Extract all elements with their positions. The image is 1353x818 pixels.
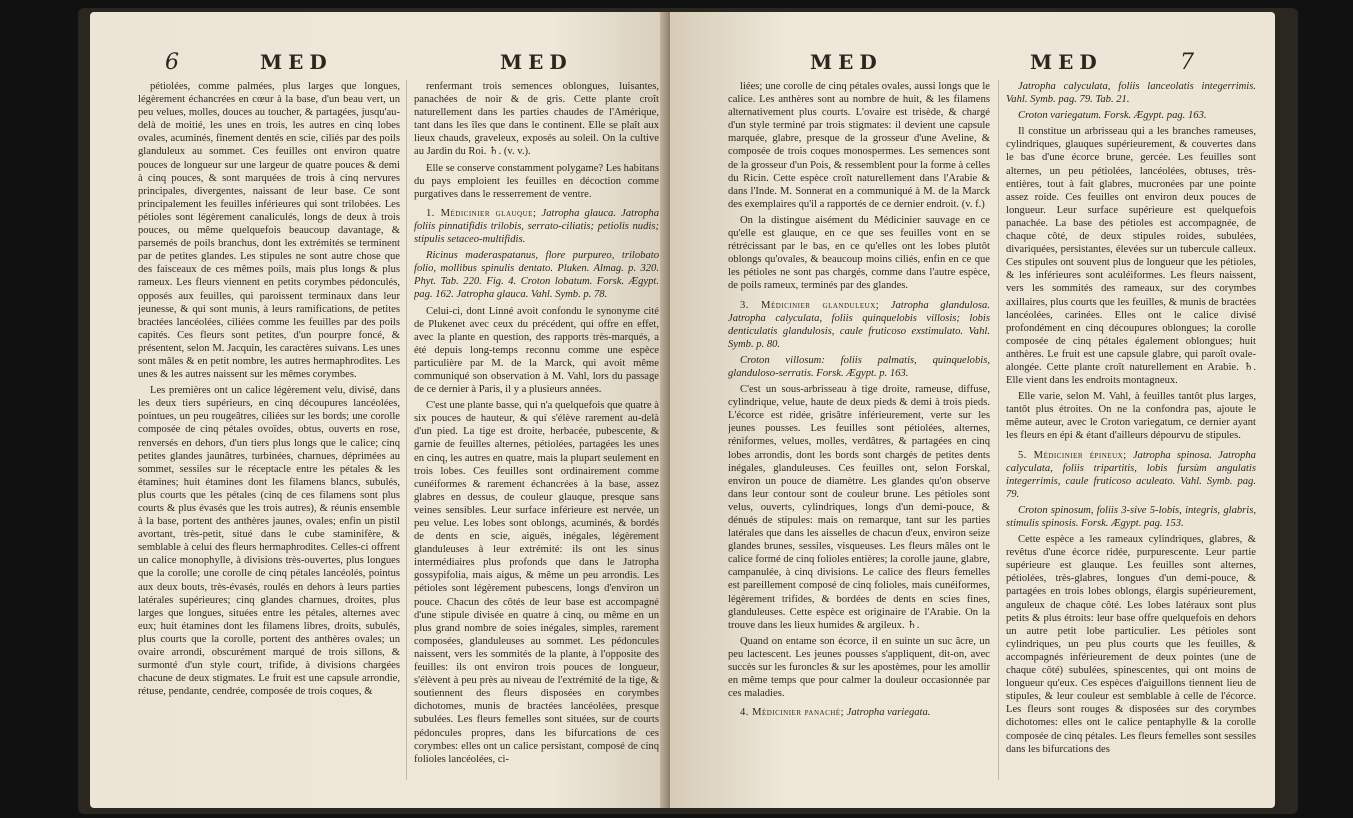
entry-1-title: 1. Médicinier glauque; [426, 207, 537, 219]
left-headword-1: MED [260, 50, 333, 74]
right-col1-paragraph-3: C'est un sous-arbrisseau à tige droite, rameuse, diffuse, cylindrique, velue, haute de deux pieds & demi à trois pieds. L'écorce est ridée, grisâtre inférieurement, verte sur les jeunes pousses. Les feuilles sont pétiolées, alternes, réniformes, velues, molles, verdâtres, & partagées en cinq lobes arrondis, dont les bords sont chargés de petites dents inégales, glanduleuses. Ces feuilles ont, selon Forskal, environ un pouce de diamètre. Les glandes qu'on observe dans leur contour sont de couleur brune. Les pétioles sont velus, ouverts, cylindriques, longs d'un demi-pouce, & dénués de stipules: mais on remarque, tant sur les parties latérales que dans les aisselles de chacun d'eux, environ seize glandes brunes, sessiles, visqueuses. Les fleurs mâles ont le calice formé de cinq folioles entières; la corolle jaune, glabre, campanulée, à cinq divisions. Le calice des fleurs femelles est pareillement composé de cinq folioles, mais cunéiformes, légèrement trifides, & bordées de dents en scies fines, glanduleuses. Cette espèce est originaire de l'Arabie. On la trouve dans les lieux humides & argileux. ♄. [728, 384, 990, 631]
right-col2-paragraph-1: Il constitue un arbrisseau qui a les branches rameuses, cylindriques, glauques supérieurement, & couvertes dans le bas d'une écorce brune, gercée. Les feuilles sont alternes, un peu pétiolées, lancéolées, obtuses, très-entières, tout à fait glabres, mucronées par une pointe assez roide. Ces feuilles ont environ deux pouces de longueur. Leur surface supérieure est quelquefois panachée. La base des pétioles est accompagnée, de chaque côté, de deux stipules roides, subulées, divariquées, persistantes, élevées sur un tubercule calleux. Ces stipules ont souvent plus de longueur que les pétioles, & les inférieures sont aculéiformes. Les fleurs naissent, vers les sommités des rameaux, sur des corymbes axillaires, plus courts que les feuilles, & munis de bractées lancéolées, carinées. Elles ont le calice divisé profondément en cinq découpures oblongues; la corolle composée de cinq pétales également oblongues; huit anthères. Le fruit est une capsule glabre, qui paroît ovale-alongée. Cette plante croît naturellement en Arabie. ♄. Elle vient dans les endroits montagneux. [1006, 126, 1256, 387]
entry-4-latin: Jatropha variegata. [846, 707, 931, 719]
right-headword-2: MED [1030, 50, 1103, 74]
entry-4-title: 4. Médicinier panaché; [740, 707, 845, 719]
left-column-rule [406, 80, 407, 780]
left-column-1 [138, 80, 400, 780]
right-headword-1: MED [810, 50, 883, 74]
left-col1-paragraph-1: pétiolées, comme palmées, plus larges que longues, légèrement échancrées en cœur à la base, d'un beau vert, un peu velues, molles, douces au toucher, & partagées, jusqu'au-delà de moitié, les unes en trois, les autres en cinq lobes ovales, acuminés, finement dentés en scie, ciliés par des poils glanduleux au sommet. Ces feuilles ont environ quatre pouces de longueur sur une largeur de quatre pouces & demi à cinq pouces, & sont marquées de trois à cinq nervures principales, divergentes, naissant de leur base. Ce sont principalement les feuilles inférieures qui sont trilobées. Les pétioles sont légèrement canaliculés, longs de deux à trois pouces, ou même quelquefois beaucoup davantage, & parsemés de poils branchus, dont les extrémités se terminent par de petites glandes. Les stipules ne sont autre chose que des faisceaux de ces mêmes poils, mais plus longs & plus rameux. Les fleurs viennent en petits corymbes pédonculés, opposés aux feuilles, qui paroissent terminaux dans leur jeunesse, & qui sont munis, à leurs ramifications, de petites bractées lancéolées, ciliées comme les feuilles par des poils capités. Ces fleurs sont petites, d'un pourpre foncé, & présentent, selon M. Jacquin, les caractères suivans. Les unes sont mâles & en petit nombre, les autres hermaphrodites. Les unes & les autres naissent sur les mêmes corymbes. [138, 81, 400, 381]
left-col2-paragraph-2: Elle se conserve constamment polygame? Les habitans du pays emploient les feuilles en décoction comme purgatives dans le resserrement de ventre. [414, 162, 659, 200]
right-column-rule [998, 80, 999, 780]
right-column-1 [728, 80, 990, 780]
entry-3-latin: Jatropha glandulosa. Jatropha calyculata, foliis quinquelobis villosis; lobis denticulatis glandulosis, caule fruticoso exstimulato. Vahl. Symb. p. 80. [728, 299, 990, 350]
entry-5 [1006, 449, 1256, 501]
entry-1-latin: Jatropha glauca. Jatropha foliis pinnatifidis trilobis, serrato-ciliatis; petiolis nudis; stipulis setaceo-multifidis. [414, 207, 659, 246]
left-page-number: 6 [165, 50, 179, 75]
entry-4 [728, 706, 990, 719]
right-col1-paragraph-2: On la distingue aisément du Médicinier sauvage en ce qu'elle est glauque, en ce que ses feuilles vont en se rétrécissant par le bas, en ce qu'elles ont les lobes plutôt oblongs qu'ovales, & beaucoup moins ciliés, enfin en ce que les pétioles ne sont pas chargés, comme dans l'autre espèce, de poils rameux, terminés par des glandes. [728, 214, 990, 292]
left-col2-paragraph-4: C'est une plante basse, qui n'a quelquefois que quatre à six pouces de hauteur, & qui s'élève rarement au-delà d'un pied. La tige est droite, herbacée, pubescente, & garnie de feuilles alternes, pétiolées, partagées les unes en cinq, les autres en quatre, mais la plupart seulement en trois lobes. Ces feuilles sont ordinairement comme cunéiformes & rarement échancrées à la base, assez glabres en dessus, de couleur glauque, presque sans veines sensibles. Leur surface inférieure est nervée, un peu velue. Les lobes sont oblongs, acuminés, & bordés de dents en scie, aiguës, inégales, légèrement glanduleuses à leur extrémité: ils ont les sinus intermédiaires plus profonds que dans le Jatropha gossypifolia, mais aigus, & même un peu arrondis. Les pétioles sont légèrement pubescens, longs d'environ un pouce. Chacun des côtés de leur base est accompagné d'une stipule divisée en quatre à cinq, ou même en un plus grand nombre de soies inégales, simples, rarement composées, glanduleuses au sommet. Les pédoncules naissent, vers les sommités de la plante, à l'opposite des feuilles: ils ont environ trois pouces de longueur, s'élèvent à peu près au niveau de l'extrémité de la tige, & soutiennent des fleurs disposées en corymbes dichotomes, munis de bractées lancéolées, presque subulées. Les fleurs femelles sont situées, sur de courts pédoncules propres, dans les bifurcations de ces corymbes: elles ont un calice persistant, composé de cinq folioles lancéolées, ci- [414, 400, 659, 765]
right-page-number: 7 [1180, 50, 1194, 75]
entry-5-latin: Jatropha spinosa. Jatropha calyculata, foliis tripartitis, lobis fursùm angulatis integerrimis, caule fruticoso aculeato. Vahl. Symb. pag. 79. [1006, 449, 1256, 500]
left-column-2 [414, 80, 659, 780]
right-col1-paragraph-1: liées; une corolle de cinq pétales ovales, aussi longs que le calice. Les anthères sont au nombre de huit, & les filamens alternativement plus courts. L'ovaire est trisède, & chargé d'un style terminé par trois stigmates: il devient une capsule marquée, glabre, presque de la grosseur d'une Aveline, & composée de trois coques monospermes. Les semences sont de la grosseur d'un Pois, & ressemblent pour la forme à celles du Ricin. Cette espèce croît naturellement dans l'Arabie & dans l'Inde. M. Sonnerat en a communiqué à M. de la Marck des exemplaires qu'il a rapportés de ce dernier endroit. (v. f.) [728, 81, 990, 210]
left-headword-2: MED [500, 50, 573, 74]
left-page [90, 12, 665, 808]
left-col2-paragraph-1: renfermant trois semences oblongues, luisantes, panachées de noir & de gris. Cette plante croît naturellement dans les parties chaudes de l'Amérique, tant dans les îles que dans le continent. Elle se plaît aux lieux chauds, graveleux, exposés au soleil. On la cultive au Jardin du Roi. ♄. (v. v.). [414, 81, 659, 158]
entry-3-title: 3. Médicinier glanduleux; [740, 299, 880, 311]
entry-4-latin-continued: Jatropha calyculata, foliis lanceolatis integerrimis. Vahl. Symb. pag. 79. Tab. 21. [1006, 81, 1256, 106]
right-page [670, 12, 1275, 808]
entry-4-synonyms: Croton variegatum. Forsk. Ægypt. pag. 163. [1018, 110, 1207, 122]
entry-3-synonyms: Croton villosum: foliis palmatis, quinquelobis, glanduloso-serratis. Forsk. Ægypt. p. 163. [728, 354, 990, 379]
right-col2-paragraph-2: Elle varie, selon M. Vahl, à feuilles tantôt plus larges, tantôt plus étroites. On ne la confondra pas, ajoute le même auteur, avec le Croton variegatum, ce dernier ayant les fleurs en épi & étant d'ailleurs dépourvu de stipules. [1006, 391, 1256, 442]
left-col1-paragraph-2: Les premières ont un calice légèrement velu, divisé, dans les deux tiers supérieurs, en cinq découpures lancéolées, pointues, un peu rougeâtres, ciliées sur les bords; une corolle composée de cinq pétales ovoïdes, obtus, ouverts en rose, renversés en dehors, d'un tiers plus longs que le calice; cinq petites glandes jaunâtres, turbinées, charnues, déprimées au sommet, sessiles sur le réceptacle entre les pétales & les étamines; huit étamines dont les filamens blancs, subulés, plus courts que les pétales (cinq de ces filamens sont plus courts & plus évasés que les trois autres), & réunis ensemble à la base, portent des anthères jaunes, ovales; enfin un pistil avortant, très-petit, situé dans le cube staminifère, & semblable à celui des fleurs hermaphrodites. Celles-ci offrent un calice monophylle, à divisions très-ouvertes, plus longues que la corolle; une corolle de cinq pétales lancéolés, pointus aux deux bouts, très-évasés, roulés en dehors à leurs parties latérales supérieures; cinq glandes charnues, droites, plus larges que longues, situées entre les pétales, alternes avec eux; huit étamines dont les filamens libres, droits, subulés, plus courts que la corolle, portent des anthères ovales; un ovaire arrondi, obscurément marqué de trois sillons, & surmonté d'un style court, trifide, à divisions chargées chacune de deux stigmates. Le fruit est une capsule arrondie, rétuse, pendante, cendrée, composée de trois coques, & [138, 385, 400, 698]
right-col1-paragraph-4: Quand on entame son écorce, il en suinte un suc âcre, un peu lactescent. Les jeunes pousses s'appliquent, dit-on, avec succès sur les furoncles & sur les apostèmes, pour les amollir en même temps que pour calmer la douleur occasionnée par ces maladies. [728, 635, 990, 700]
left-col2-paragraph-3: Celui-ci, dont Linné avoit confondu le synonyme cité de Plukenet avec ceux du précédent, qui offre en effet, avec la plante en question, des rapports très-marqués, a été depuis long-temps reconnu comme une espèce particulière par M. de la Marck, qui avoit même communiqué son observation à M. Vahl, lors du passage de ce dernier à Paris, il y a plusieurs années. [414, 305, 659, 396]
right-col2-paragraph-3: Cette espèce a les rameaux cylindriques, glabres, & revêtus d'une écorce ridée, purpurescente. Leur partie supérieure est glauque. Les feuilles sont alternes, pétiolées, très-glabres, longues d'un demi-pouce, & partagées en trois lobes oblongs, élargis supérieurement, anguleux de chaque côté. Les lobes latéraux sont plus petits & plus étroits: leur base offre quelquefois en dehors un autre petit lobe particulier. Les pétioles sont cylindriques, un peu plus courts que les feuilles, & accompagnés inférieurement de deux pointes (une de chaque côté) subulées, spinescentes, qui ont moins de longueur qu'eux. Ces espèces d'aiguillons tiennent lieu de stipules, & leur couleur est semblable à celle de l'écorce. Les fleurs sont rouges & disposées sur des corymbes dichotomes: elles ont le calice pentaphylle & la corolle composée de cinq pétales. Les fleurs femelles sont sessiles dans les bifurcations des [1006, 534, 1256, 755]
entry-5-title: 5. Médicinier épineux; [1018, 449, 1127, 461]
right-column-2 [1006, 80, 1256, 780]
entry-5-synonyms: Croton spinosum, foliis 3-sive 5-lobis, integris, glabris, stimulis spinosis. Forsk. Ægypt. pag. 153. [1006, 504, 1256, 529]
entry-1 [414, 207, 659, 246]
entry-3 [728, 299, 990, 351]
entry-1-synonyms: Ricinus maderaspatanus, flore purpureo, trilobato folio, mollibus spinulis dentato. Pluken. Almag. p. 320. Phyt. Tab. 220. Fig. 4. Croton lobatum. Forsk. Ægypt. pag. 162. Jatropha glauca. Vahl. Symb. p. 78. [414, 250, 659, 301]
